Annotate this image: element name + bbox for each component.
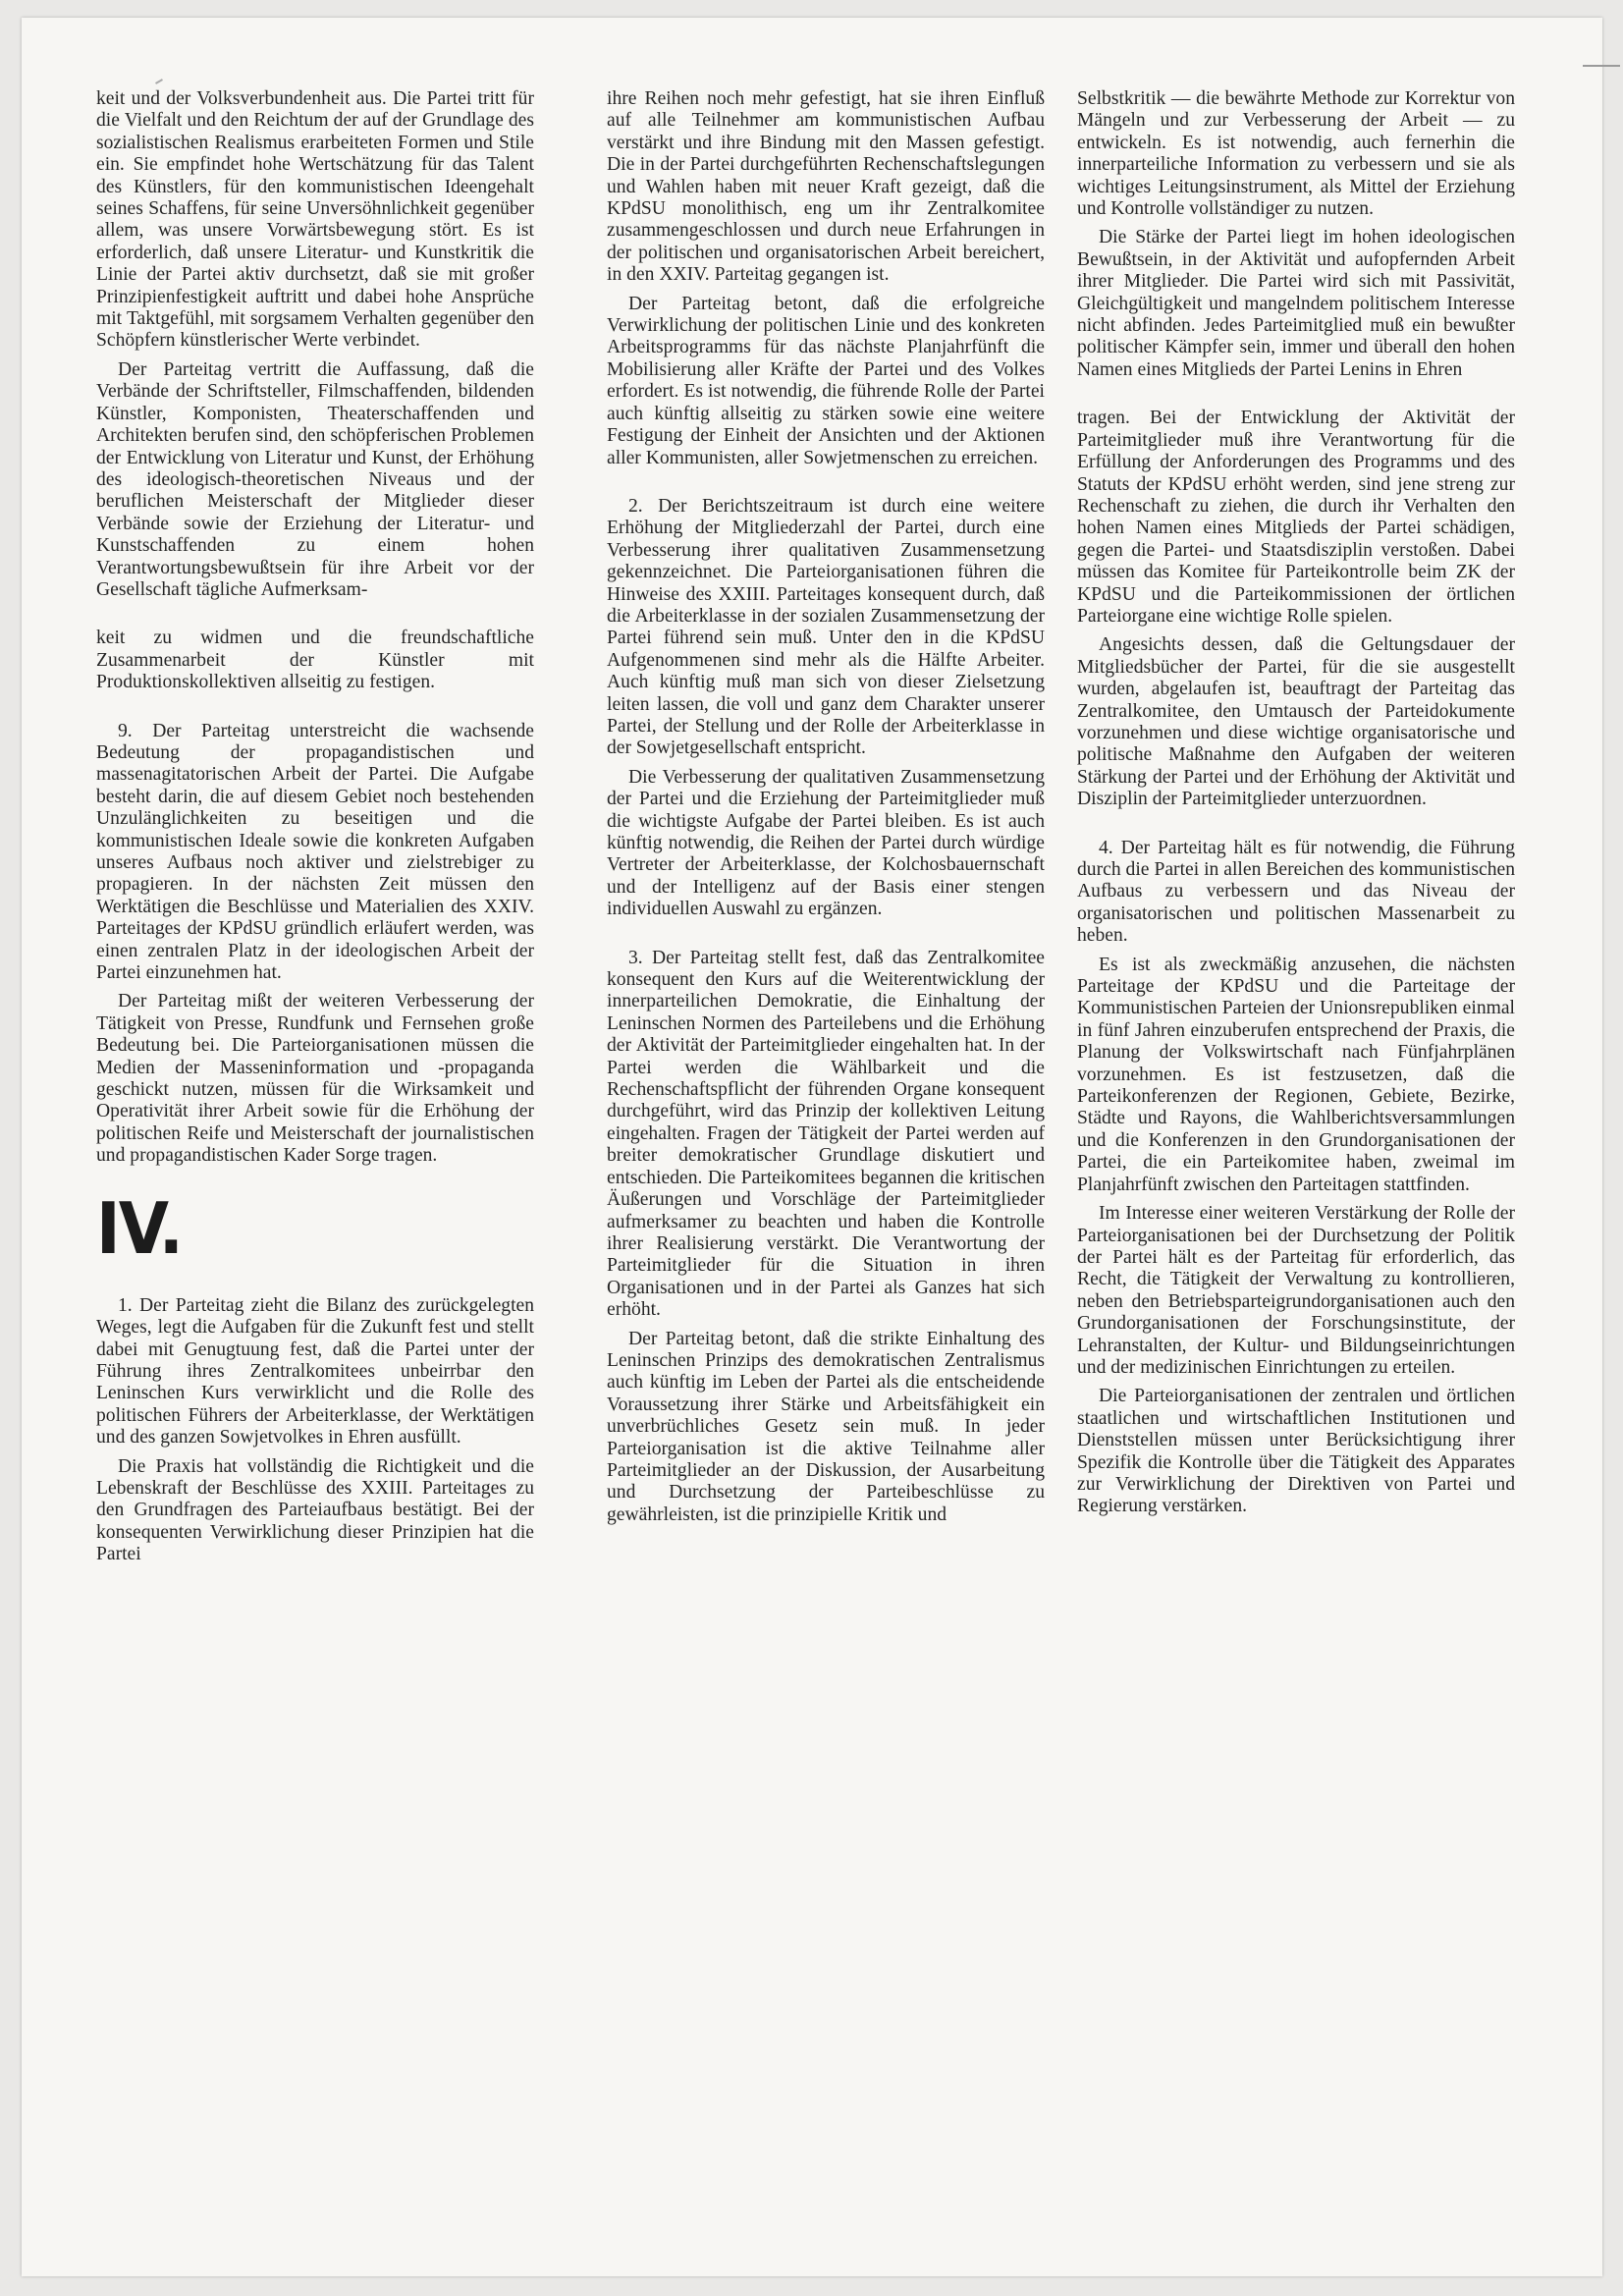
paragraph: keit zu widmen und die freundschaftliche Zusammenarbeit der Künstler mit Produktionskollektiven allseitig zu festigen. bbox=[96, 628, 534, 693]
paragraph: Der Parteitag betont, daß die erfolgreiche Verwirklichung der politischen Linie und des konkreten Arbeitsprogramms für das nächste Planjahrfünft die Mobilisierung aller Kräfte der Partei und des Volkes erfordert. Es ist notwendig, die führende Rolle der Partei auch künftig allseitig zu stärken sowie eine weitere Festigung der Einheit der Ansichten und der Aktionen aller Kommunisten, aller Sowjetmenschen zu erreichen. bbox=[607, 293, 1045, 468]
document-page bbox=[22, 18, 1602, 2276]
text-column-2 bbox=[607, 88, 1045, 1533]
paragraph: Die Parteiorganisationen der zentralen und örtlichen staatlichen und wirtschaftlichen Institutionen und Dienststellen müssen unter Berücksichtigung ihrer Spezifik die Kontrolle über die Tätigkeit des Apparates zur Verwirklichung der Direktiven von Partei und Regierung verstärken. bbox=[1077, 1386, 1515, 1517]
section-numeral: IV. bbox=[96, 1186, 183, 1270]
text-column-1 bbox=[96, 88, 534, 1573]
paragraph: 1. Der Parteitag zieht die Bilanz des zurückgelegten Weges, legt die Aufgaben für die Zukunft fest und stellt dabei mit Genugtuung fest, daß die Partei unter der Führung ihres Zentralkomitees unbeirrbar den Leninschen Kurs verwirklicht und die Rolle des politischen Führers der Arbeiterklasse, der Werktätigen und des ganzen Sowjetvolkes in Ehren ausfüllt. bbox=[96, 1294, 534, 1449]
paragraph: ihre Reihen noch mehr gefestigt, hat sie ihren Einfluß auf alle Teilnehmer am kommunistischen Aufbau verstärkt und ihre Bindung mit den Massen gefestigt. Die in der Partei durchgeführten Rechenschaftslegungen und Wahlen haben mit neuer Kraft gezeigt, daß die KPdSU monolithisch, eng um ihr Zentralkomitee zusammengeschlossen und durch neue Erfahrungen in der politischen und organisatorischen Arbeit bereichert, in den XXIV. Parteitag gegangen ist. bbox=[607, 88, 1045, 286]
paragraph: Es ist als zweckmäßig anzusehen, die nächsten Parteitage der KPdSU und die Parteitage der Kommunistischen Parteien der Unionsrepubliken einmal in fünf Jahren einzuberufen entsprechend der Praxis, die Planung der Volkswirtschaft nach Fünfjahrplänen vorzunehmen. Es ist festzusetzen, daß die Parteikonferenzen der Regionen, Gebiete, Bezirke, Städte und Rayons, die Wahlberichtsversammlungen und die Konferenzen in den Grundorganisationen der Partei, die ein Parteikomitee haben, zweimal im Planjahrfünft zwischen den Parteitagen stattfinden. bbox=[1077, 954, 1515, 1195]
scan-mark bbox=[155, 79, 163, 84]
paragraph: Die Praxis hat vollständig die Richtigkeit und die Lebenskraft der Beschlüsse des XXIII. Parteitages zu den Grundfragen des Parteiaufbaus bestätigt. Bei der konsequenten Verwirklichung dieser Prinzipien hat die Partei bbox=[96, 1455, 534, 1565]
paragraph: 2. Der Berichtszeitraum ist durch eine weitere Erhöhung der Mitgliederzahl der Partei, durch eine Verbesserung ihrer qualitativen Zusammensetzung gekennzeichnet. Die Parteiorganisationen führen die Hinweise des XXIII. Parteitages konsequent durch, daß die Arbeiterklasse in der sozialen Zusammensetzung der Partei führend sein muß. Unter den in die KPdSU Aufgenommenen sind mehr als die Hälfte Arbeiter. Auch künftig muß man sich von dieser Zielsetzung leiten lassen, die voll und ganz dem Charakter unserer Partei, der Stellung und der Rolle der Arbeiterklasse in der Sowjetgesellschaft entspricht. bbox=[607, 495, 1045, 759]
paragraph: Der Parteitag vertritt die Auffassung, daß die Verbände der Schriftsteller, Filmschaffenden, bildenden Künstler, Komponisten, Theaterschaffenden und Architekten berufen sind, den schöpferischen Problemen der Entwicklung von Literatur und Kunst, der Erhöhung des ideologisch-theoretischen Niveaus und der beruflichen Meisterschaft der Mitglieder dieser Verbände sowie der Erziehung der Literatur- und Kunstschaffenden zu einem hohen Verantwortungsbewußtsein für ihre Arbeit vor der Gesellschaft tägliche Aufmerksam- bbox=[96, 358, 534, 600]
paragraph: Im Interesse einer weiteren Verstärkung der Rolle der Parteiorganisationen bei der Durchsetzung der Politik der Partei hält es der Parteitag für erforderlich, das Recht, die Tätigkeit der Verwaltung zu kontrollieren, neben den Betriebsparteigrundorganisationen auch den Grundorganisationen der Forschungsinstitute, der Lehranstalten, der Kultur- und Bildungseinrichtungen und der medizinischen Einrichtungen zu erteilen. bbox=[1077, 1203, 1515, 1378]
paragraph: 9. Der Parteitag unterstreicht die wachsende Bedeutung der propagandistischen und massenagitatorischen Arbeit der Partei. Die Aufgabe besteht darin, die auf diesem Gebiet noch bestehenden Unzulänglichkeiten zu beseitigen und die kommunistischen Ideale sowie die konkreten Aufgaben unseres Aufbaus noch aktiver und zielstrebiger zu propagieren. In der nächsten Zeit müssen den Werktätigen die Beschlüsse und Materialien des XXIV. Parteitages der KPdSU gründlich erläufert werden, was einen zentralen Platz in der ideologischen Arbeit der Partei einzunehmen hat. bbox=[96, 720, 534, 984]
text-column-3 bbox=[1077, 88, 1515, 1525]
paragraph: 4. Der Parteitag hält es für notwendig, die Führung durch die Partei in allen Bereichen des kommunistischen Aufbaus zu verbessern und das Niveau der organisatorischen und politischen Massenarbeit zu heben. bbox=[1077, 837, 1515, 947]
paragraph: Angesichts dessen, daß die Geltungsdauer der Mitgliedsbücher der Partei, für die sie ausgestellt wurden, abgelaufen ist, beauftragt der Parteitag das Zentralkomitee, den Umtausch der Parteidokumente vorzunehmen und diese wichtige organisatorische und politische Maßnahme den Aufgaben der weiteren Stärkung der Partei und der Erhöhung der Aktivität und Disziplin der Parteimitglieder unterzuordnen. bbox=[1077, 634, 1515, 810]
paragraph: Selbstkritik — die bewährte Methode zur Korrektur von Mängeln und zur Verbesserung der Arbeit — zu entwickeln. Es ist notwendig, auch fernerhin die innerparteiliche Information zu verbessern und sie als wichtiges Leitungsinstrument, als Mittel der Erziehung und Kontrolle vollständiger zu nutzen. bbox=[1077, 88, 1515, 220]
paragraph: Der Parteitag mißt der weiteren Verbesserung der Tätigkeit von Presse, Rundfunk und Fernsehen große Bedeutung bei. Die Parteiorganisationen müssen die Medien der Masseninformation und -propaganda geschickt nutzen, müssen für die Wirksamkeit und Operativität ihrer Arbeit sowie für die Erhöhung der politischen Reife und Meisterschaft der journalistischen und propagandistischen Kader Sorge tragen. bbox=[96, 991, 534, 1167]
paragraph: 3. Der Parteitag stellt fest, daß das Zentralkomitee konsequent den Kurs auf die Weiterentwicklung der innerparteilichen Demokratie, die Einhaltung der Leninschen Normen des Parteilebens und die Erhöhung der Aktivität der Parteimitglieder eingehalten hat. In der Partei werden die Wählbarkeit und die Rechenschaftspflicht der führenden Organe konsequent durchgeführt, wird das Prinzip der kollektiven Leitung eingehalten. Fragen der Tätigkeit der Partei werden auf breiter demokratischer Grundlage diskutiert und entschieden. Die Parteikomitees begannen die kritischen Äußerungen und Vorschläge der Parteimitglieder aufmerksamer zu beachten und haben die Kontrolle ihrer Realisierung verstärkt. Die Verantwortung der Parteimitglieder für die Situation in ihren Organisationen und in der Partei als Ganzes hat sich erhöht. bbox=[607, 947, 1045, 1321]
paragraph: Die Verbesserung der qualitativen Zusammensetzung der Partei und die Erziehung der Parteimitglieder muß die wichtigste Aufgabe der Partei bleiben. Es ist auch künftig notwendig, die Reihen der Partei durch würdige Vertreter der Arbeiterklasse, der Kolchosbauernschaft und der Intelligenz auf der Basis einer stengen individuellen Auswahl zu ergänzen. bbox=[607, 766, 1045, 920]
paragraph: Die Stärke der Partei liegt im hohen ideologischen Bewußtsein, in der Aktivität und aufopfernden Arbeit ihrer Mitglieder. Die Partei wird sich mit Passivität, Gleichgültigkeit und mangelndem politischem Interesse nicht abfinden. Jedes Parteimitglied muß ein bewußter politischer Kämpfer sein, immer und überall den hohen Namen eines Mitglieds der Partei Lenins in Ehren bbox=[1077, 227, 1515, 380]
paragraph: Der Parteitag betont, daß die strikte Einhaltung des Leninschen Prinzips des demokratischen Zentralismus auch künftig im Leben der Partei als die entscheidende Voraussetzung ihrer Stärke und Arbeitsfähigkeit ein unverbrüchliches Gesetz sein muß. In jeder Parteiorganisation ist die aktive Teilnahme aller Parteimitglieder an der Diskussion, der Ausarbeitung und Durchsetzung der Parteibeschlüsse zu gewährleisten, ist die prinzipielle Kritik und bbox=[607, 1328, 1045, 1525]
paragraph: tragen. Bei der Entwicklung der Aktivität der Parteimitglieder muß ihre Verantwortung für die Erfüllung der Anforderungen des Programms und des Statuts der KPdSU erhöht werden, sind jene streng zur Rechenschaft zu ziehen, die durch ihr Verhalten den hohen Namen eines Mitglieds der Partei schädigen, gegen die Partei- und Staatsdisziplin verstoßen. Dabei müssen das Komitee für Parteikontrolle beim ZK der KPdSU und die Parteikommissionen der örtlichen Parteiorgane eine wichtige Rolle spielen. bbox=[1077, 408, 1515, 627]
edge-rule bbox=[1583, 65, 1620, 67]
paragraph: keit und der Volksverbundenheit aus. Die Partei tritt für die Vielfalt und den Reichtum der auf der Grundlage des sozialistischen Realismus erarbeiteten Formen und Stile ein. Sie empfindet hohe Wertschätzung für das Talent des Künstlers, für den kommunistischen Ideengehalt seines Schaffens, für seine Unversöhnlichkeit gegenüber allem, was unsere Vorwärtsbewegung stört. Es ist erforderlich, daß unsere Literatur- und Kunstkritik die Linie der Partei aktiv durchsetzt, daß sie mit großer Prinzipienfestigkeit auftritt und dabei hohe Ansprüche mit Taktgefühl, mit sorgsamem Verhalten gegenüber den Schöpfern künstlerischer Werte verbindet. bbox=[96, 88, 534, 352]
